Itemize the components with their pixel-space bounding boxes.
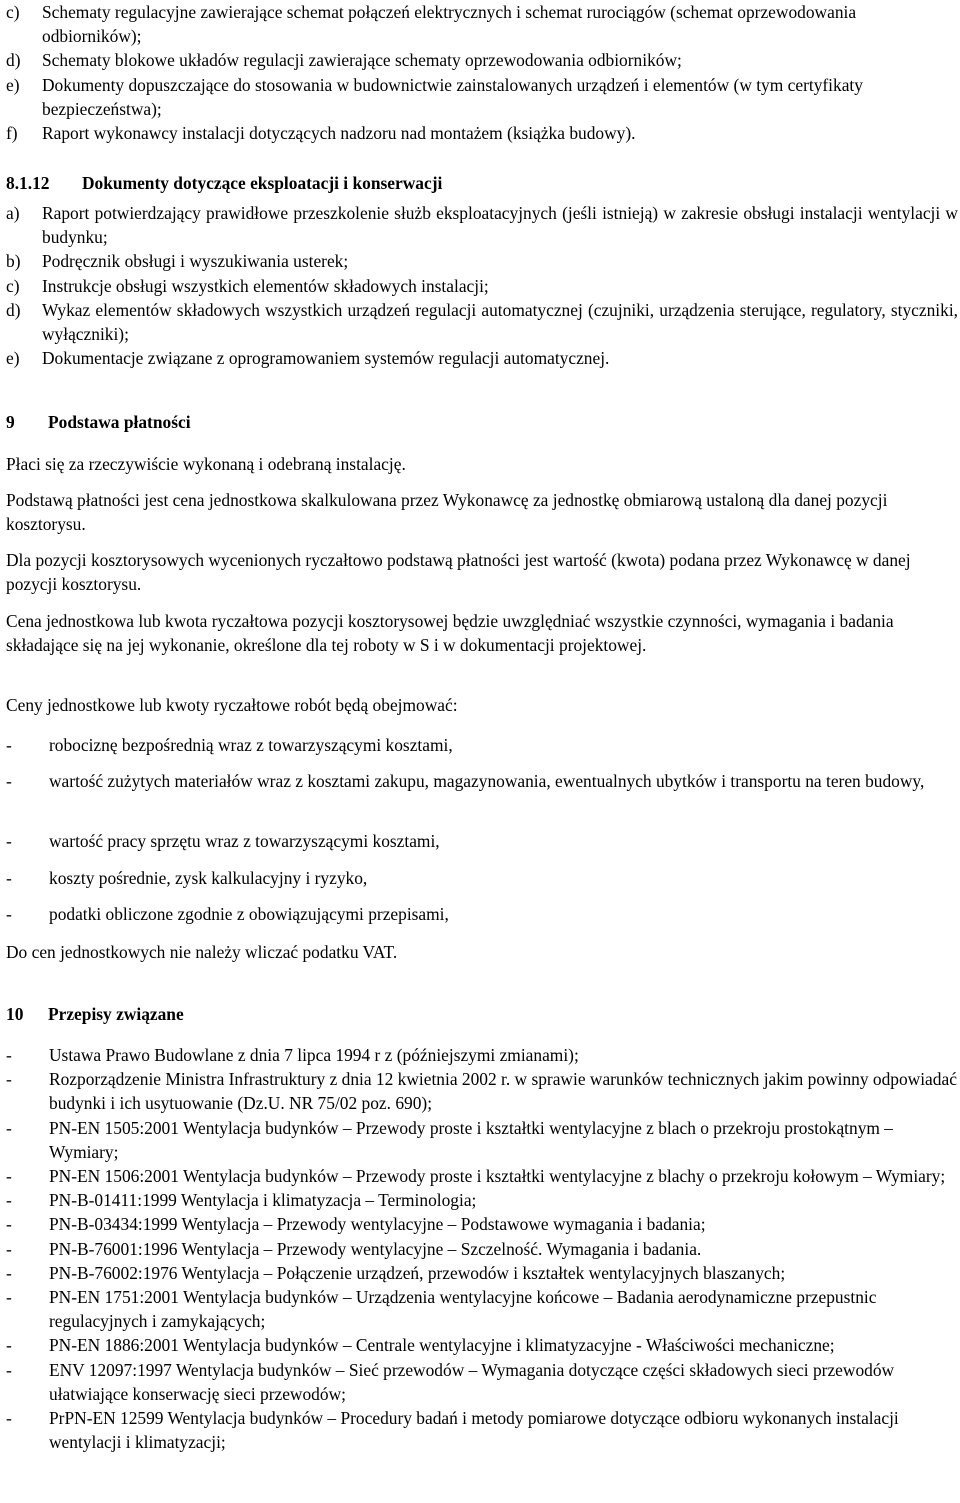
dash-marker: - (6, 1238, 12, 1259)
list-item (6, 769, 958, 793)
list-text: PN-EN 1751:2001 Wentylacja budynków – Urządzenia wentylacyjne końcowe – Badania aerodynamiczne przepustnic regulacyjnych i zamykających; (49, 1287, 877, 1332)
list-top (6, 0, 958, 145)
list-item (6, 1406, 958, 1454)
dash-marker: - (6, 735, 12, 755)
list-text: koszty pośrednie, zysk kalkulacyjny i ryzyko, (49, 868, 368, 888)
list-text: wartość zużytych materiałów wraz z kosztami zakupu, magazynowania, ewentualnych ubytków i transportu na teren budowy, (49, 771, 925, 791)
list-text: Wykaz elementów składowych wszystkich urządzeń regulacji automatycznej (czujniki, urządzenia sterujące, regulatory, styczniki, wyłączniki); (42, 299, 958, 345)
list-marker: f) (6, 123, 18, 144)
list-item (6, 73, 958, 121)
list-item (6, 1043, 958, 1067)
list-text: podatki obliczone zgodnie z obowiązującymi przepisami, (49, 904, 449, 924)
list-marker: d) (6, 299, 21, 320)
dash-marker: - (6, 771, 12, 791)
paragraph: Do cen jednostkowych nie należy wliczać podatku VAT. (6, 942, 398, 962)
list-text: PN-EN 1505:2001 Wentylacja budynków – Przewody proste i kształtki wentylacyjne z blach o przekroju prostokątnym – Wymiary; (49, 1117, 893, 1162)
list-text: Instrukcje obsługi wszystkich elementów składowych instalacji; (42, 275, 489, 296)
dash-marker: - (6, 1190, 12, 1211)
dash-marker: - (6, 831, 12, 851)
list-marker: e) (6, 348, 20, 369)
dash-marker: - (6, 1117, 12, 1138)
list-item (6, 274, 958, 298)
list-item (6, 1212, 958, 1236)
paragraph: Dla pozycji kosztorysowych wycenionych ryczałtowo podstawą płatności jest wartość (kwota) podana przez Wykonawcę w danej pozycji kosztorysu. (6, 550, 911, 595)
list-item (6, 48, 958, 72)
list-item (6, 121, 958, 145)
paragraph: Płaci się za rzeczywiście wykonaną i odebraną instalację. (6, 454, 406, 474)
dash-marker: - (6, 1408, 12, 1429)
list-text: Dokumenty dopuszczające do stosowania w budownictwie zainstalowanych urządzeń i elementów (w tym certyfikaty bezpieczeństwa); (42, 74, 863, 119)
dash-marker: - (6, 1335, 12, 1356)
list-item (6, 1116, 958, 1164)
list-item (6, 1358, 958, 1406)
list-item (6, 249, 958, 273)
list-item (6, 866, 958, 890)
list-text: Schematy regulacyjne zawierające schemat połączeń elektrycznych i schemat rurociągów (schemat oprzewodowania odbiorników); (42, 2, 857, 47)
section-title: Podstawa płatności (48, 412, 191, 432)
list-item (6, 733, 958, 757)
list-item (6, 298, 958, 346)
list-text: wartość pracy sprzętu wraz z towarzyszącymi kosztami, (49, 831, 440, 851)
list-text: Ustawa Prawo Budowlane z dnia 7 lipca 1994 r z (późniejszymi zmianami); (49, 1045, 579, 1065)
list-item (6, 1237, 958, 1261)
list-item (6, 1261, 958, 1285)
list-item (6, 1188, 958, 1212)
dash-marker: - (6, 1262, 12, 1283)
list-text: PN-B-03434:1999 Wentylacja – Przewody wentylacyjne – Podstawowe wymagania i badania; (49, 1214, 706, 1235)
section-heading-10 (6, 1002, 958, 1026)
list-text: PrPN-EN 12599 Wentylacja budynków – Procedury badań i metody pomiarowe dotyczące odbioru wykonanych instalacji wentylacji i klimatyzacji; (49, 1408, 899, 1453)
list-text: Podręcznik obsługi i wyszukiwania usterek; (42, 251, 349, 272)
list-text: Schematy blokowe układów regulacji zawierające schematy oprzewodowania odbiorników; (42, 50, 682, 71)
list-item (6, 829, 958, 853)
section-heading-9 (6, 410, 958, 434)
list-text: PN-EN 1506:2001 Wentylacja budynków – Przewody proste i kształtki wentylacyjne z blachy o przekroju kołowym – Wymiary; (49, 1166, 946, 1187)
dash-marker: - (6, 1069, 12, 1090)
list-marker: d) (6, 50, 21, 71)
list-item (6, 346, 958, 370)
dash-marker: - (6, 1287, 12, 1308)
list-8-1-12 (6, 201, 958, 370)
paragraph: Podstawą płatności jest cena jednostkowa skalkulowana przez Wykonawcę za jednostkę obmiarową ustaloną dla danej pozycji kosztorysu. (6, 490, 888, 535)
list-item (6, 1164, 958, 1188)
list-regulations (6, 1043, 958, 1454)
paragraph: Ceny jednostkowe lub kwoty ryczałtowe robót będą obejmować: (6, 695, 458, 715)
list-item (6, 201, 958, 249)
list-item (6, 1067, 958, 1115)
list-marker: c) (6, 2, 20, 22)
section-number: 9 (6, 412, 15, 432)
dash-marker: - (6, 1214, 12, 1235)
dash-marker: - (6, 1359, 12, 1380)
dash-marker: - (6, 1166, 12, 1187)
list-text: PN-B-76001:1996 Wentylacja – Przewody wentylacyjne – Szczelność. Wymagania i badania. (49, 1238, 702, 1259)
list-text: Raport wykonawcy instalacji dotyczących nadzoru nad montażem (książka budowy). (42, 123, 636, 144)
list-text: PN-B-76002:1976 Wentylacja – Połączenie urządzeń, przewodów i kształtek wentylacyjnych blaszanych; (49, 1262, 786, 1283)
list-text: PN-EN 1886:2001 Wentylacja budynków – Centrale wentylacyjne i klimatyzacyjne - Właściwości mechaniczne; (49, 1335, 835, 1356)
list-text: Raport potwierdzający prawidłowe przeszkolenie służb eksploatacyjnych (jeśli istnieją) w zakresie obsługi instalacji wentylacji w budynku; (42, 203, 958, 248)
list-marker: a) (6, 203, 20, 223)
paragraph: Cena jednostkowa lub kwota ryczałtowa pozycji kosztorysowej będzie uwzględniać wszystkie czynności, wymagania i badania składające się na jej wykonanie, określone dla tej roboty w S i w dokumentacji projektowej. (6, 611, 894, 656)
list-marker: c) (6, 275, 20, 296)
list-item (6, 902, 958, 926)
list-text: Rozporządzenie Ministra Infrastruktury z dnia 12 kwietnia 2002 r. w sprawie warunków technicznych jakim powinny odpowiadać budynki i ich usytuowanie (Dz.U. NR 75/02 poz. 690); (49, 1069, 957, 1114)
section-heading-8-1-12 (6, 171, 958, 195)
section-number: 8.1.12 (6, 173, 50, 193)
list-text: robociznę bezpośrednią wraz z towarzyszącymi kosztami, (49, 735, 453, 755)
dash-marker: - (6, 1045, 12, 1065)
section-number: 10 (6, 1004, 24, 1024)
section-title: Przepisy związane (48, 1004, 184, 1024)
dash-marker: - (6, 904, 12, 924)
list-marker: b) (6, 251, 21, 272)
dash-marker: - (6, 868, 12, 888)
list-text: ENV 12097:1997 Wentylacja budynków – Sieć przewodów – Wymagania dotyczące części składowych sieci przewodów ułatwiające konserwację sieci przewodów; (49, 1359, 895, 1404)
list-text: PN-B-01411:1999 Wentylacja i klimatyzacja – Terminologia; (49, 1190, 477, 1211)
list-item (6, 0, 958, 48)
list-item (6, 1285, 958, 1333)
list-marker: e) (6, 74, 20, 95)
list-item (6, 1333, 958, 1357)
list-text: Dokumentacje związane z oprogramowaniem systemów regulacji automatycznej. (42, 348, 610, 369)
section-title: Dokumenty dotyczące eksploatacji i konserwacji (82, 173, 443, 193)
